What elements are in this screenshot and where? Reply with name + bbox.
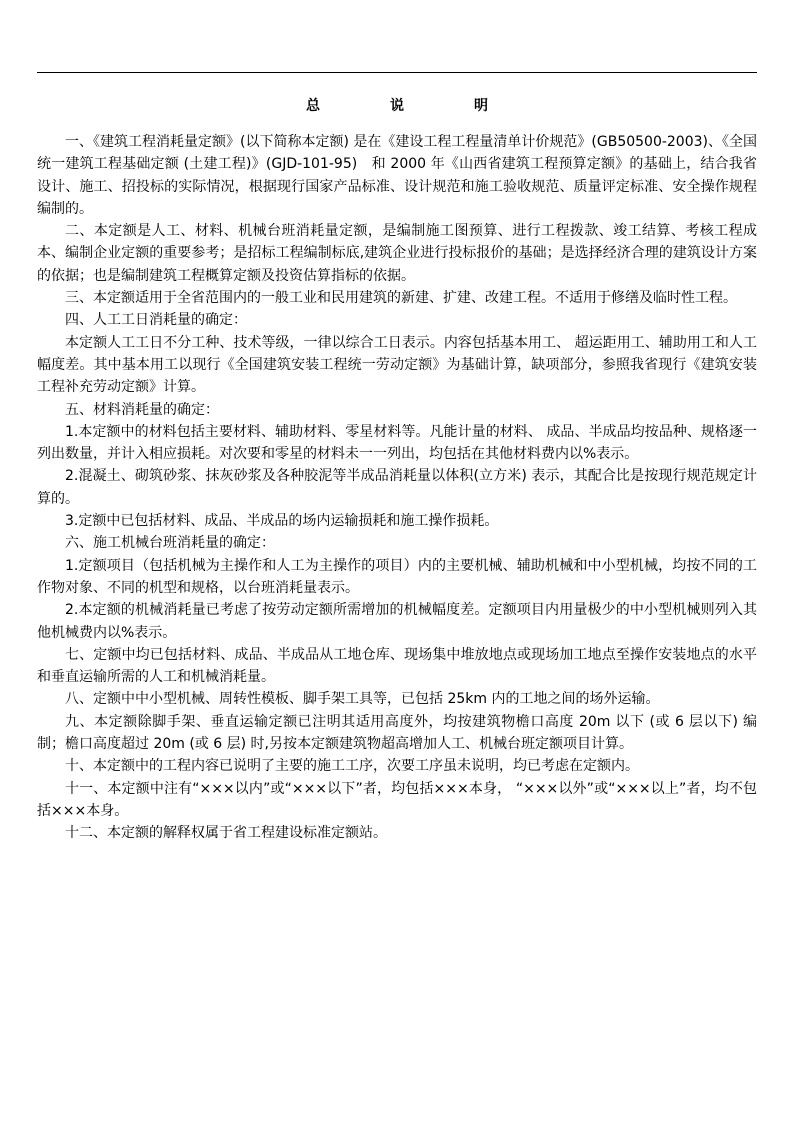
paragraph-12: 十二、本定额的解释权属于省工程建设标准定额站。	[65, 825, 387, 842]
paragraph-5-item-2: 2.混凝土、砌筑砂浆、抹灰砂浆及各种胶泥等半成品消耗量以体积(立方米) 表示，其配合比是按现行规范规定计算的。	[37, 468, 757, 507]
paragraph-9: 九、本定额除脚手架、垂直运输定额已注明其适用高度外，均按建筑物檐口高度 20m 以下 (或 6 层以下) 编制；檐口高度超过 20m (或 6 层) 时,另按本定额建筑物超高增加人工、机械台班定额项目计算。	[37, 713, 757, 753]
paragraph-6-item-2: 2.本定额的机械消耗量已考虑了按劳动定额所需增加的机械幅度差。定额项目内用量极少的中小型机械则列入其他机械费内以%表示。	[37, 602, 757, 641]
paragraph-7: 七、定额中均已包括材料、成品、半成品从工地仓库、现场集中堆放地点或现场加工地点至操作安装地点的水平和垂直运输所需的人工和机械消耗量。	[37, 646, 757, 686]
paragraph-5-item-3: 3.定额中已包括材料、成品、半成品的场内运输损耗和施工操作损耗。	[65, 513, 499, 530]
paragraph-5-heading: 五、材料消耗量的确定：	[65, 401, 219, 418]
top-horizontal-rule	[37, 72, 757, 73]
document-body	[37, 131, 757, 845]
paragraph-11: 十一、本定额中注有“×××以内”或“×××以下”者，均包括×××本身， “×××以外”或“×××以上”者，均不包括×××本身。	[37, 780, 757, 819]
paragraph-2: 二、本定额是人工、材料、机械台班消耗量定额，是编制施工图预算、进行工程拨款、竣工结算、考核工程成本、编制企业定额的重要参考；是招标工程编制标底,建筑企业进行投标报价的基础；是选择经济合理的建筑设计方案的依据；也是编制建筑工程概算定额及投资估算指标的依据。	[37, 223, 757, 284]
paragraph-4-heading: 四、人工工日消耗量的确定：	[65, 312, 247, 329]
paragraph-6-item-1: 1.定额项目（包括机械为主操作和人工为主操作的项目）内的主要机械、辅助机械和中小型机械，均按不同的工作物对象、不同的机型和规格，以台班消耗量表示。	[37, 557, 757, 596]
paragraph-8: 八、定额中中小型机械、周转性模板、脚手架工具等，已包括 25km 内的工地之间的场外运输。	[65, 691, 660, 708]
paragraph-4-body: 本定额人工工日不分工种、技术等级，一律以综合工日表示。内容包括基本用工、 超运距用工、辅助用工和人工幅度差。其中基本用工以现行《全国建筑安装工程统一劳动定额》为基础计算，缺项部分，参照我省现行《建筑安装工程补充劳动定额》计算。	[37, 334, 757, 396]
paragraph-1: 一、《建筑工程消耗量定额》(以下简称本定额) 是在《建设工程工程量清单计价规范》(GB50500-2003)、《全国统一建筑工程基础定额 (土建工程)》(GJD-101-95) 和 2000 年《山西省建筑工程预算定额》的基础上，结合我省设计、施工、招投标的实际情况，根据现行国家产品标准、设计规范和施工验收规范、质量评定标准、安全操作规程编制的。	[37, 134, 757, 217]
paragraph-6-heading: 六、施工机械台班消耗量的确定：	[65, 535, 275, 552]
paragraph-5-item-1: 1.本定额中的材料包括主要材料、辅助材料、零星材料等。凡能计量的材料、 成品、半成品均按品种、规格逐一列出数量，并计入相应损耗。对次要和零星的材料未一一列出，均包括在其他材料费内以%表示。	[37, 423, 757, 463]
paragraph-10: 十、本定额中的工程内容已说明了主要的施工工序，次要工序虽未说明，均已考虑在定额内。	[65, 758, 639, 775]
paragraph-3: 三、本定额适用于全省范围内的一般工业和民用建筑的新建、扩建、改建工程。不适用于修缮及临时性工程。	[65, 290, 737, 307]
page-title: 总 说 明	[306, 98, 516, 114]
